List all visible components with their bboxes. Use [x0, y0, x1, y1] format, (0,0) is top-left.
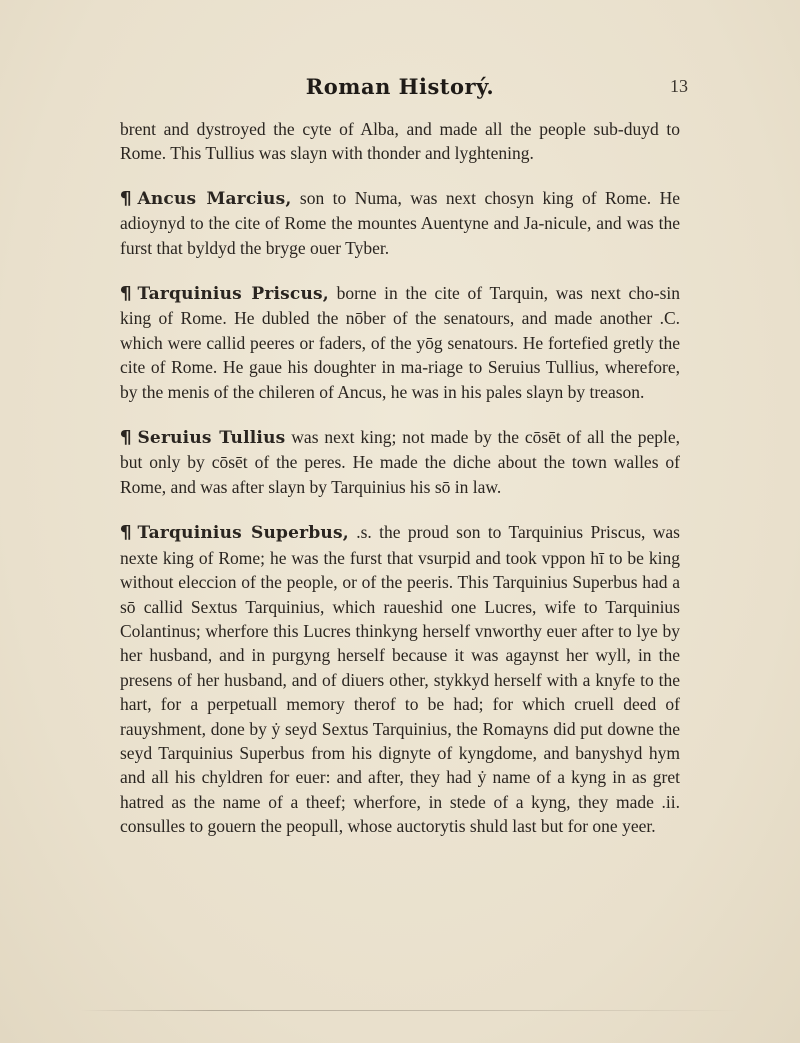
paragraph-1-text: brent and dystroyed the cyte of Alba, and made all the people sub-duyd to Rome. This Tullius was slayn with thonder and lyghtening. — [120, 119, 680, 164]
pilcrow-icon: ¶ — [119, 187, 132, 209]
running-head — [0, 72, 800, 102]
paragraph-3-text: borne in the cite of Tarquin, was next cho-sin king of Rome. He dubled the nōber of the senatours, and made another .C. which were callid peeres or faders, of the yōg senatours. He fortefied gretly the cite of Rome. He gaue his doughter in ma-riage to Seruius Tullius, wherefore, by the menis of the chileren of Ancus, he was in his pales slayn by treason. — [120, 283, 680, 402]
running-title: Roman Historý. — [305, 74, 495, 99]
paragraph-2-text: son to Numa, was next chosyn king of Rome. He adioynyd to the cite of Rome the mountes Auentyne and Ja-nicule, and was the furst that byldyd the bryge ouer Tyber. — [120, 187, 680, 258]
pilcrow-icon: ¶ — [119, 522, 132, 544]
pilcrow-icon: ¶ — [119, 427, 132, 449]
paragraph-1 — [120, 117, 680, 166]
pilcrow-icon: ¶ — [119, 283, 132, 305]
paragraph-4 — [120, 425, 680, 499]
paragraph-3-name: Tarquinius Priscus, — [137, 284, 329, 305]
paragraph-5-text: .s. the proud son to Tarquinius Priscus, was nexte king of Rome; he was the furst that vsurpid and took vppon hī to be king without eleccion of the people, or of the peeris. This Tarquinius Superbus had a sō callid Sextus Tarquinius, which raueshid one Lucres, wife to Tarquinius Colantinus; wherfore this Lucres thinkyng herself vnworthy euer after to lye by her husband, and in purgyng herself because it was agaynst her wyll, in the presens of her husband, and of diuers other, stykkyd herself with a knyfe to the hart, for a perpetuall memory therof to be had; for which cruell deed of rauyshment, done by ẏ seyd Sextus Tarquinius, the Romayns did put downe the seyd Tarquinius Superbus from his dignyte of kyngdome, and banyshyd hym and all his chyldren for euer: and after, they had ẏ name of a kyng in as gret hatred as the name of a theef; wherfore, in stede of a kyng, they made .ii. consulles to gouern the peopull, whose auctorytis shuld last but for one yeer. — [120, 522, 680, 837]
paragraph-3 — [120, 281, 680, 404]
body-text — [120, 117, 680, 860]
paragraph-2-name: Ancus Marcius, — [137, 188, 292, 209]
paragraph-4-text: was next king; not made by the cōsēt of all the peple, but only by cōsēt of the peres. He made the diche about the town walles of Rome, and was after slayn by Tarquinius his sō in law. — [120, 427, 680, 497]
paragraph-2 — [120, 186, 680, 260]
page-edge-shadow — [80, 1010, 740, 1011]
paragraph-5 — [120, 520, 680, 838]
paragraph-5-name: Tarquinius Superbus, — [137, 523, 349, 544]
paragraph-4-name: Seruius Tullius — [137, 428, 286, 449]
page-number: 13 — [670, 76, 688, 96]
